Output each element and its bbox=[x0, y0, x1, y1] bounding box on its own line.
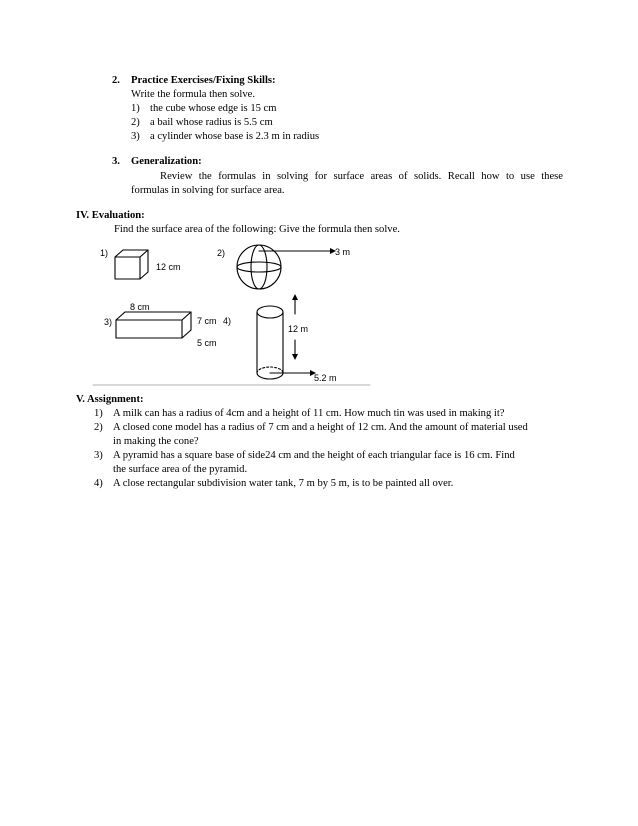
figure-3-label: 3) bbox=[104, 317, 113, 327]
assignment-item-number: 2) bbox=[94, 422, 103, 433]
prism-height-label: 7 cm bbox=[197, 316, 217, 326]
cylinder-height-label: 12 m bbox=[288, 324, 309, 334]
evaluation-figures bbox=[90, 240, 380, 390]
generalization-heading: Generalization: bbox=[131, 156, 202, 167]
practice-item-text: a bail whose radius is 5.5 cm bbox=[150, 117, 273, 128]
assignment-item-text: in making the cone? bbox=[113, 436, 199, 447]
practice-instruction: Write the formula then solve. bbox=[131, 89, 256, 100]
arrow-down-icon bbox=[292, 354, 298, 360]
practice-item-number: 3) bbox=[131, 131, 140, 142]
cylinder-radius-label: 5.2 m bbox=[314, 373, 337, 383]
prism-depth-label: 5 cm bbox=[197, 338, 217, 348]
practice-item-number: 2) bbox=[131, 117, 140, 128]
practice-heading: Practice Exercises/Fixing Skills: bbox=[131, 75, 276, 86]
assignment-item-text: A milk can has a radius of 4cm and a height of 11 cm. How much tin was used in making it? bbox=[113, 408, 505, 419]
assignment-item-text: the surface area of the pyramid. bbox=[113, 464, 248, 475]
assignment-item-text: A pyramid has a square base of side24 cm and the height of each triangular face is 16 cm. Find bbox=[113, 450, 515, 461]
practice-item bbox=[131, 102, 277, 116]
practice-item-text: the cube whose edge is 15 cm bbox=[150, 103, 277, 114]
assignment-heading: V. Assignment: bbox=[76, 394, 144, 405]
cube-dimension-label: 12 cm bbox=[156, 262, 181, 272]
generalization-number: 3. bbox=[112, 156, 120, 167]
practice-item bbox=[131, 130, 319, 144]
figure-1-label: 1) bbox=[100, 248, 109, 258]
prism-length-label: 8 cm bbox=[130, 302, 150, 312]
figure-4-label: 4) bbox=[223, 316, 232, 326]
assignment-item-number: 3) bbox=[94, 450, 103, 461]
assignment-item-number: 4) bbox=[94, 478, 103, 489]
practice-item bbox=[131, 116, 273, 130]
practice-item-number: 1) bbox=[131, 103, 140, 114]
evaluation-heading: IV. Evaluation: bbox=[76, 210, 145, 221]
cube-figure bbox=[115, 250, 148, 279]
sphere-figure bbox=[237, 245, 330, 289]
assignment-item-number: 1) bbox=[94, 408, 103, 419]
practice-item-text: a cylinder whose base is 2.3 m in radius bbox=[150, 131, 320, 142]
figure-2-label: 2) bbox=[217, 248, 226, 258]
generalization-line-2: formulas in solving for surface area. bbox=[131, 185, 285, 196]
practice-number: 2. bbox=[112, 75, 120, 86]
assignment-item-text: A closed cone model has a radius of 7 cm and a height of 12 cm. And the amount of material used bbox=[113, 422, 528, 433]
evaluation-instruction: Find the surface area of the following: Give the formula then solve. bbox=[114, 224, 400, 235]
assignment-item-text: A close rectangular subdivision water tank, 7 m by 5 m, is to be painted all over. bbox=[113, 478, 454, 489]
sphere-radius-label: 3 m bbox=[335, 247, 351, 257]
prism-figure bbox=[116, 312, 191, 338]
arrow-up-icon bbox=[292, 294, 298, 300]
cylinder-figure bbox=[257, 300, 310, 379]
generalization-line-1: Review the formulas in solving for surface areas of solids. Recall how to use these bbox=[160, 171, 563, 182]
